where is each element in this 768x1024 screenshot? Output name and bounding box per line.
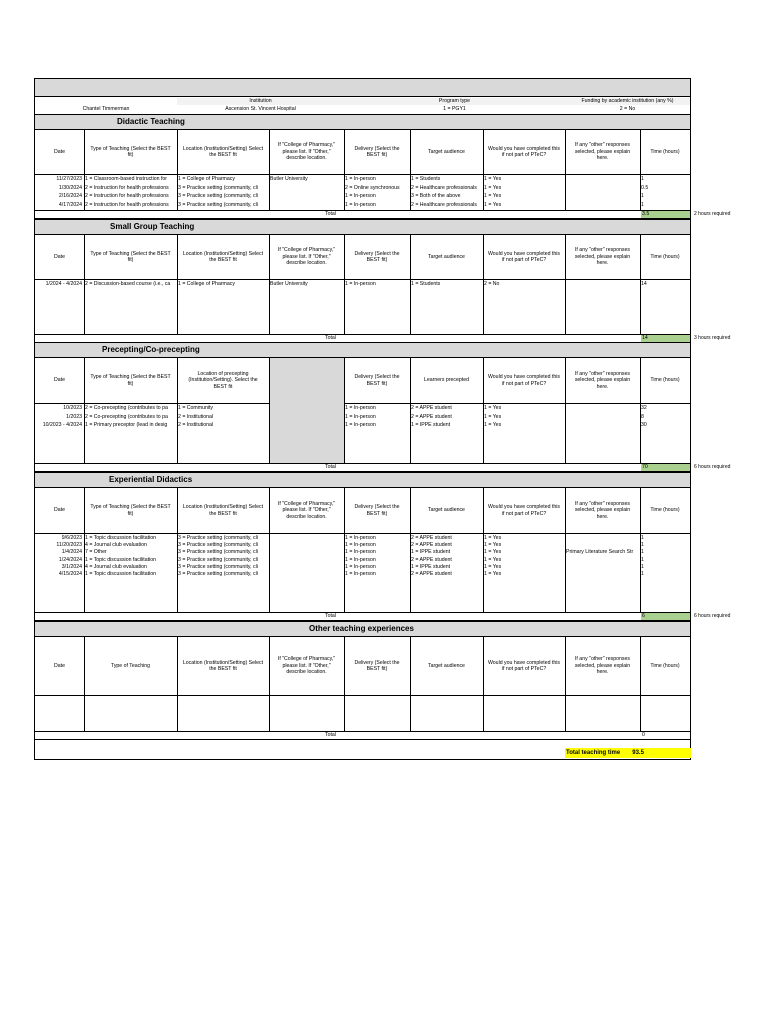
precepting-header-2: Location of precepting (Institution/Setting). Select the BEST fit	[188, 370, 258, 390]
experiential-row-0-col-5: 2 = APPE student	[411, 535, 452, 541]
precepting-row-2-col-0: 10/2023 - 4/2024	[42, 422, 82, 429]
experiential-title: Experiential Didactics	[109, 475, 193, 484]
didactic-title: Didactic Teaching	[117, 117, 185, 126]
didactic-row-1-col-7	[566, 185, 639, 194]
other_teaching-title: Other teaching experiences	[309, 624, 414, 633]
experiential-row-3-col-6: 1 = Yes	[484, 556, 502, 563]
experiential-header-3: If "College of Pharmacy," please list. If "Other," describe location.	[277, 500, 336, 520]
experiential-row-2-col-0: 1/4/2024	[61, 549, 82, 556]
experiential-row-1-col-2: 3 = Practice setting (community, cli	[178, 542, 258, 549]
didactic-row-3-col-6: 1 = Yes	[484, 201, 502, 208]
top-header-band	[35, 79, 690, 97]
grand-total-label: Total teaching time	[566, 750, 621, 756]
didactic-row-2-col-5: 3 = Both of the above	[411, 193, 461, 200]
resident-name: Chantel Timmerman	[82, 105, 130, 112]
experiential-col-line	[344, 488, 345, 612]
experiential-row-0-col-2: 3 = Practice setting (community, cli	[178, 535, 258, 541]
didactic-row-2-col-7	[566, 193, 639, 202]
didactic-col-line	[565, 130, 566, 210]
didactic-row-2-col-4: 1 = In-person	[345, 193, 376, 200]
experiential-row-4-col-5: 1 = IPPE student	[411, 563, 451, 570]
precepting-row-1-col-2: 2 = Institutional	[178, 413, 214, 420]
didactic-row-2-col-6: 1 = Yes	[484, 193, 502, 200]
experiential-row-0-col-3	[270, 535, 343, 542]
small_group-row-0-col-2: 1 = College of Pharmacy	[178, 281, 235, 287]
didactic-header-0: Date	[54, 148, 65, 155]
experiential-header-0: Date	[54, 507, 65, 514]
didactic-header-divider	[35, 174, 690, 175]
experiential-row-5-col-1: 1 = Topic discussion facilitation	[85, 571, 156, 577]
experiential-row-5-col-0: 4/15/2024	[58, 571, 82, 577]
other_teaching-header-1: Type of Teaching	[110, 662, 151, 669]
didactic-row-2-col-0: 2/16/2024	[58, 193, 82, 200]
experiential-row-5-col-7	[566, 571, 639, 578]
didactic-col-line	[84, 130, 85, 210]
experiential-col-line	[177, 488, 178, 612]
experiential-row-4-col-1: 4 = Journal club evaluation	[85, 563, 147, 570]
small_group-col-line	[483, 235, 484, 334]
experiential-row-3-col-0: 1/24/2024	[58, 556, 82, 563]
experiential-row-4-col-8: 1	[641, 563, 644, 570]
didactic-header-4: Delivery (Select the BEST fit)	[354, 145, 400, 158]
experiential-row-0-col-1: 1 = Topic discussion facilitation	[85, 535, 156, 541]
other_teaching-header-3: If "College of Pharmacy," please list. If "Other," describe location.	[277, 656, 336, 676]
experiential-row-1-col-7	[566, 542, 639, 549]
teaching-log-sheet	[34, 78, 731, 760]
experiential-row-3-col-8: 1	[641, 556, 644, 563]
experiential-header-8: Time (hours)	[650, 507, 680, 514]
precepting-col-line	[483, 358, 484, 463]
didactic-row-1-col-1: 2 = Instruction for health professions	[85, 184, 169, 191]
precepting-header-divider	[35, 403, 690, 404]
didactic-row-3-col-0: 4/17/2024	[58, 201, 82, 208]
didactic-col-line	[269, 130, 270, 210]
precepting-row-2-col-7	[566, 422, 639, 431]
didactic-col-line	[177, 130, 178, 210]
didactic-row-2-col-1: 2 = Instruction for health professions	[85, 193, 169, 200]
experiential-col-line	[269, 488, 270, 612]
didactic-row-0-col-1: 1 = Classroom-based instruction for	[85, 176, 168, 182]
small_group-row-0-col-1: 2 = Discussion-based course (i.e., ca	[85, 281, 171, 287]
experiential-row-4-col-7	[566, 564, 639, 571]
small_group-header-7: If any "other" responses selected, please explain here.	[574, 247, 631, 267]
precepting-title: Precepting/Co-precepting	[102, 345, 200, 354]
small_group-row-0-col-3: Butler University	[270, 281, 308, 287]
experiential-row-2-col-8: 1	[641, 549, 644, 556]
small_group-header-4: Delivery (Select the BEST fit)	[354, 250, 400, 263]
experiential-total-value: 6	[641, 613, 690, 620]
didactic-col-line	[344, 130, 345, 210]
small_group-header-1: Type of Teaching (Select the BEST fit)	[90, 250, 171, 263]
small_group-header-2: Location (Institution/Setting) Select the BEST fit	[182, 250, 264, 263]
institution-header: Institution	[177, 98, 344, 105]
didactic-total-line	[35, 210, 690, 211]
small_group-row-0-col-5: 1 = Students	[411, 281, 441, 287]
precepting-row-0-col-6: 1 = Yes	[484, 405, 502, 411]
small_group-header-8: Time (hours)	[650, 253, 680, 260]
experiential-row-0-col-6: 1 = Yes	[484, 535, 502, 541]
other_teaching-header-0: Date	[54, 662, 65, 669]
small_group-header-divider	[35, 279, 690, 280]
experiential-row-1-col-0: 11/20/2023	[56, 542, 82, 549]
program-type-header: Program type	[344, 98, 565, 105]
experiential-row-4-col-4: 1 = In-person	[345, 563, 376, 570]
didactic-header-6: Would you have completed this if not part of PTeC?	[488, 145, 560, 158]
experiential-header-5: Target audience	[428, 507, 465, 514]
precepting-grey-column	[269, 403, 344, 463]
other_teaching-col-line	[410, 637, 411, 731]
precepting-total-value: 70	[641, 464, 690, 471]
didactic-row-0-col-2: 1 = College of Pharmacy	[178, 176, 235, 182]
grand-total-box	[565, 748, 691, 758]
experiential-header-1: Type of Teaching (Select the BEST fit)	[90, 504, 171, 517]
experiential-row-4-col-2: 3 = Practice setting (community, cli	[178, 563, 258, 570]
precepting-row-2-col-6: 1 = Yes	[484, 422, 502, 429]
other_teaching-col-line	[344, 637, 345, 731]
funding-header: Funding by academic institution (any %)	[565, 98, 690, 105]
precepting-header-1: Type of Teaching (Select the BEST fit)	[90, 374, 171, 387]
didactic-row-0-col-3: Butler University	[270, 176, 308, 182]
didactic-row-1-col-6: 1 = Yes	[484, 184, 502, 191]
experiential-total-line	[35, 612, 690, 613]
precepting-row-0-col-4: 1 = In-person	[345, 405, 376, 411]
precepting-row-2-col-4: 1 = In-person	[345, 422, 376, 429]
other_teaching-total-value: 0	[642, 732, 645, 738]
experiential-row-1-col-6: 1 = Yes	[484, 542, 502, 549]
didactic-row-3-col-8: 1	[641, 201, 644, 208]
didactic-row-1-col-2: 3 = Practice setting (community, cli	[178, 184, 258, 191]
precepting-header-3	[269, 358, 344, 403]
experiential-header-7: If any "other" responses selected, please explain here.	[574, 500, 631, 520]
experiential-col-line	[640, 488, 641, 612]
didactic-col-line	[640, 130, 641, 210]
experiential-row-1-col-4: 1 = In-person	[345, 542, 376, 549]
experiential-row-1-col-8: 1	[641, 542, 644, 549]
precepting-col-line	[410, 358, 411, 463]
didactic-total-label: Total	[325, 211, 336, 217]
precepting-total-label: Total	[325, 464, 336, 470]
small_group-col-line	[84, 235, 85, 334]
experiential-header-divider	[35, 533, 690, 534]
precepting-col-line	[84, 358, 85, 463]
precepting-row-1-col-8: 8	[641, 413, 644, 420]
experiential-row-3-col-5: 2 = APPE student	[411, 556, 452, 563]
didactic-row-1-col-5: 2 = Healthcare professionals	[411, 184, 477, 191]
experiential-col-line	[565, 488, 566, 612]
other_teaching-col-line	[483, 637, 484, 731]
precepting-col-line	[269, 358, 270, 463]
small_group-col-line	[640, 235, 641, 334]
didactic-row-1-col-8: 0.5	[641, 184, 649, 191]
didactic-header-7: If any "other" responses selected, please explain here.	[574, 142, 631, 162]
experiential-row-2-col-2: 3 = Practice setting (community, cli	[178, 549, 258, 556]
didactic-row-1-col-4: 2 = Online synchronous	[345, 184, 400, 191]
experiential-row-3-col-3	[270, 557, 343, 564]
small_group-col-line	[177, 235, 178, 334]
other_teaching-header-7: If any "other" responses selected, please explain here.	[574, 656, 631, 676]
precepting-header-0: Date	[54, 377, 65, 384]
experiential-row-0-col-4: 1 = In-person	[345, 535, 376, 541]
precepting-row-0-col-5: 2 = APPE student	[411, 405, 452, 411]
didactic-header-3: If "College of Pharmacy," please list. If "Other," describe location.	[277, 142, 336, 162]
small_group-header-3: If "College of Pharmacy," please list. If "Other," describe location.	[277, 247, 336, 267]
experiential-row-4-col-6: 1 = Yes	[484, 563, 502, 570]
precepting-header-8: Time (hours)	[650, 377, 680, 384]
didactic-row-1-col-0: 1/30/2024	[58, 184, 82, 191]
experiential-col-line	[410, 488, 411, 612]
didactic-row-0-col-0: 11/27/2023	[56, 176, 82, 182]
didactic-row-0-col-5: 1 = Students	[411, 176, 441, 182]
small_group-row-0-col-0: 1/2024 - 4/2024	[45, 281, 82, 287]
experiential-row-2-col-4: 1 = In-person	[345, 549, 376, 556]
didactic-total-value: 3.5	[641, 211, 690, 218]
precepting-row-2-col-1: 1 = Primary preceptor (lead in desig	[85, 422, 168, 429]
experiential-row-5-col-8: 1	[641, 571, 644, 577]
precepting-row-1-col-5: 2 = APPE student	[411, 413, 452, 420]
small_group-col-line	[269, 235, 270, 334]
precepting-row-0-col-8: 32	[641, 405, 647, 411]
other_teaching-total-line	[35, 731, 690, 732]
institution-value: Ascension St. Vincent Hospital	[225, 105, 296, 112]
experiential-row-3-col-4: 1 = In-person	[345, 556, 376, 563]
precepting-header-4: Delivery (Select the BEST fit)	[354, 374, 400, 387]
experiential-row-2-col-3	[270, 549, 343, 556]
experiential-row-2-col-5: 1 = IPPE student	[411, 549, 451, 556]
small_group-required-note: 3 hours required	[694, 335, 731, 341]
precepting-row-0-col-0: 10/2023	[63, 405, 82, 411]
small_group-title: Small Group Teaching	[110, 222, 195, 231]
didactic-row-0-col-7	[566, 176, 639, 185]
experiential-row-1-col-3	[270, 542, 343, 549]
precepting-col-line	[640, 358, 641, 463]
didactic-header-5: Target audience	[428, 148, 465, 155]
didactic-row-3-col-2: 3 = Practice setting (community, cli	[178, 201, 258, 208]
other_teaching-header-6: Would you have completed this if not part of PTeC?	[488, 659, 560, 672]
precepting-row-0-col-2: 1 = Community	[178, 405, 214, 411]
experiential-row-1-col-1: 4 = Journal club evaluation	[85, 542, 147, 549]
experiential-header-4: Delivery (Select the BEST fit)	[354, 504, 400, 517]
small_group-row-0-col-6: 2 = No	[484, 281, 500, 287]
precepting-row-1-col-0: 1/2023	[66, 413, 82, 420]
precepting-col-line	[565, 358, 566, 463]
experiential-total-label: Total	[325, 613, 336, 619]
experiential-row-2-col-7: Primary Literature Search Str	[566, 549, 634, 556]
didactic-row-2-col-3	[270, 193, 343, 202]
other_teaching-col-line	[84, 637, 85, 731]
didactic-required-note: 2 hours required	[694, 211, 731, 217]
didactic-row-1-col-3	[270, 185, 343, 194]
other_teaching-header-8: Time (hours)	[650, 662, 680, 669]
didactic-col-line	[410, 130, 411, 210]
didactic-header-8: Time (hours)	[650, 148, 680, 155]
didactic-row-0-col-6: 1 = Yes	[484, 176, 502, 182]
experiential-col-line	[84, 488, 85, 612]
precepting-row-1-col-6: 1 = Yes	[484, 413, 502, 420]
other_teaching-header-5: Target audience	[428, 662, 465, 669]
experiential-row-5-col-5: 2 = APPE student	[411, 571, 452, 577]
didactic-row-2-col-2: 3 = Practice setting (community, cli	[178, 193, 258, 200]
other_teaching-col-line	[565, 637, 566, 731]
other_teaching-col-line	[640, 637, 641, 731]
experiential-header-6: Would you have completed this if not part of PTeC?	[488, 504, 560, 517]
precepting-row-2-col-5: 1 = IPPE student	[411, 422, 451, 429]
experiential-row-4-col-3	[270, 564, 343, 571]
experiential-row-4-col-0: 3/1/2024	[61, 563, 82, 570]
other_teaching-col-line	[269, 637, 270, 731]
experiential-row-5-col-2: 3 = Practice setting (community, cli	[178, 571, 258, 577]
didactic-col-line	[483, 130, 484, 210]
precepting-row-2-col-8: 30	[641, 422, 647, 429]
small_group-total-value: 14	[641, 335, 690, 342]
small_group-row-0-col-8: 14	[641, 281, 647, 287]
program-type-value: 1 = PGY1	[443, 105, 466, 112]
precepting-required-note: 6 hours required	[694, 464, 731, 470]
experiential-row-3-col-2: 3 = Practice setting (community, cli	[178, 556, 258, 563]
experiential-required-note: 6 hours required	[694, 613, 731, 619]
small_group-row-0-col-7	[566, 281, 639, 290]
precepting-header-7: If any "other" responses selected, please explain here.	[574, 370, 631, 390]
experiential-row-3-col-7	[566, 557, 639, 564]
didactic-row-3-col-4: 1 = In-person	[345, 201, 376, 208]
other_teaching-col-line	[177, 637, 178, 731]
precepting-col-line	[344, 358, 345, 463]
precepting-row-1-col-1: 2 = Co-precepting (contributes to pa	[85, 413, 168, 420]
experiential-row-0-col-0: 9/6/2023	[61, 535, 82, 541]
small_group-total-label: Total	[325, 335, 336, 341]
experiential-row-0-col-7	[566, 535, 639, 542]
precepting-col-line	[177, 358, 178, 463]
experiential-row-2-col-6: 1 = Yes	[484, 549, 502, 556]
didactic-header-2: Location (Institution/Setting) Select the BEST fit	[182, 145, 264, 158]
didactic-header-1: Type of Teaching (Select the BEST fit)	[90, 145, 171, 158]
small_group-col-line	[410, 235, 411, 334]
small_group-total-line	[35, 334, 690, 335]
experiential-row-5-col-3	[270, 571, 343, 578]
precepting-header-6: Would you have completed this if not part of PTeC?	[488, 374, 560, 387]
experiential-row-5-col-6: 1 = Yes	[484, 571, 502, 577]
experiential-col-line	[483, 488, 484, 612]
other_teaching-header-divider	[35, 695, 690, 696]
small_group-col-line	[565, 235, 566, 334]
other_teaching-total-bottom	[35, 739, 690, 740]
precepting-header-5: Learners precepted	[424, 377, 469, 384]
precepting-row-2-col-2: 2 = Institutional	[178, 422, 214, 429]
small_group-header-6: Would you have completed this if not part of PTeC?	[488, 250, 560, 263]
grand-total-value: 93.5	[632, 750, 644, 756]
experiential-row-3-col-1: 1 = Topic discussion facilitation	[85, 556, 156, 563]
experiential-row-2-col-1: 7 = Other	[85, 549, 107, 556]
experiential-row-0-col-8: 1	[641, 535, 644, 541]
precepting-row-0-col-1: 2 = Co-precepting (contributes to pa	[85, 405, 168, 411]
experiential-row-5-col-4: 1 = In-person	[345, 571, 376, 577]
precepting-row-1-col-4: 1 = In-person	[345, 413, 376, 420]
small_group-header-5: Target audience	[428, 253, 465, 260]
small_group-col-line	[344, 235, 345, 334]
precepting-row-1-col-7	[566, 414, 639, 423]
precepting-total-line	[35, 463, 690, 464]
experiential-row-1-col-5: 2 = APPE student	[411, 542, 452, 549]
other_teaching-total-label: Total	[325, 732, 336, 738]
didactic-row-0-col-4: 1 = In-person	[345, 176, 376, 182]
didactic-row-3-col-1: 2 = Instruction for health professions	[85, 201, 169, 208]
didactic-row-3-col-5: 2 = Healthcare professionals	[411, 201, 477, 208]
small_group-header-0: Date	[54, 253, 65, 260]
didactic-row-0-col-8: 1	[641, 176, 644, 182]
other_teaching-header-4: Delivery (Select the BEST fit)	[354, 659, 400, 672]
other_teaching-header-2: Location (Institution/Setting) Select the BEST fit	[182, 659, 264, 672]
didactic-row-2-col-8: 1	[641, 193, 644, 200]
precepting-row-0-col-7	[566, 405, 639, 414]
funding-value: 2 = No	[619, 105, 636, 112]
small_group-row-0-col-4: 1 = In-person	[345, 281, 376, 287]
experiential-header-2: Location (Institution/Setting) Select the BEST fit	[182, 504, 264, 517]
